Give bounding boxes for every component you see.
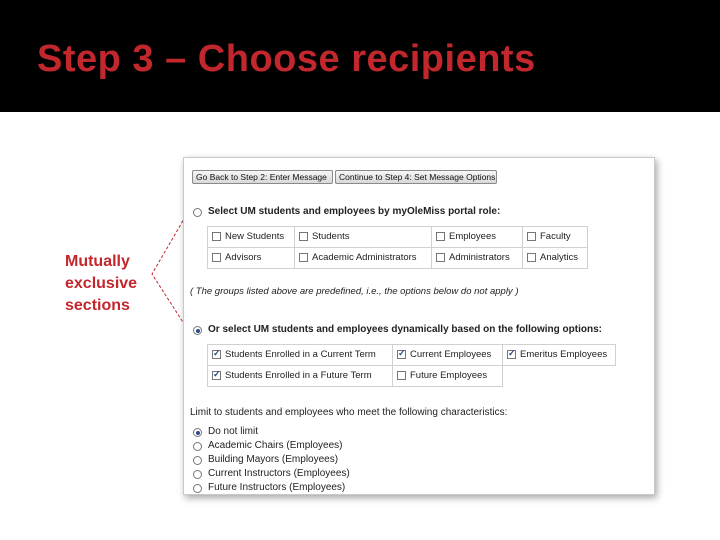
portal-role-heading: Select UM students and employees by myOleMiss portal role:: [208, 206, 501, 217]
slide-title: Step 3 – Choose recipients: [37, 38, 536, 80]
table-row: [208, 248, 588, 269]
checkbox-label: Students Enrolled in a Current Term: [225, 349, 376, 361]
dynamic-cell[interactable]: [503, 345, 616, 366]
role-cell[interactable]: [295, 227, 432, 248]
table-row: [208, 345, 616, 366]
continue-button[interactable]: Continue to Step 4: Set Message Options: [335, 170, 497, 184]
checkbox-label: Academic Administrators: [312, 252, 417, 264]
building-mayors-radio[interactable]: [193, 456, 202, 465]
future-term-students-checkbox[interactable]: [212, 371, 221, 380]
role-cell[interactable]: [208, 248, 295, 269]
portal-role-grid: [207, 226, 588, 269]
checkbox-label: Faculty: [540, 231, 571, 243]
limit-heading: Limit to students and employees who meet the following characteristics:: [190, 407, 508, 418]
limit-option-label: Current Instructors (Employees): [208, 468, 350, 479]
dynamic-cell[interactable]: [208, 366, 393, 387]
dynamic-cell[interactable]: [393, 366, 503, 387]
limit-option-label: Do not limit: [208, 426, 259, 437]
future-employees-checkbox[interactable]: [397, 371, 406, 380]
new-students-checkbox[interactable]: [212, 232, 221, 241]
checkbox-label: Employees: [449, 231, 496, 243]
current-instructors-radio[interactable]: [193, 470, 202, 479]
academic-chairs-radio[interactable]: [193, 442, 202, 451]
advisors-checkbox[interactable]: [212, 253, 221, 262]
future-instructors-radio[interactable]: [193, 484, 202, 493]
checkbox-label: New Students: [225, 231, 285, 243]
dynamic-cell[interactable]: [393, 345, 503, 366]
role-cell[interactable]: [523, 248, 588, 269]
role-cell[interactable]: [295, 248, 432, 269]
current-term-students-checkbox[interactable]: [212, 350, 221, 359]
recipients-form-screenshot: [183, 157, 655, 495]
checkbox-label: Current Employees: [410, 349, 492, 361]
checkbox-label: Analytics: [540, 252, 579, 264]
dynamic-selection-heading: Or select UM students and employees dynamically based on the following options:: [208, 324, 602, 335]
portal-role-radio[interactable]: [193, 208, 202, 217]
checkbox-label: Administrators: [449, 252, 510, 264]
emeritus-employees-checkbox[interactable]: [507, 350, 516, 359]
dynamic-cell[interactable]: [208, 345, 393, 366]
academic-administrators-checkbox[interactable]: [299, 253, 308, 262]
dynamic-selection-radio[interactable]: [193, 326, 202, 335]
annotation-label: Mutually exclusive sections: [65, 253, 138, 314]
checkbox-label: Students Enrolled in a Future Term: [225, 370, 372, 382]
predefined-groups-note: ( The groups listed above are predefined, i.e., the options below do not apply ): [190, 286, 519, 297]
checkbox-label: Emeritus Employees: [520, 349, 608, 361]
limit-option-label: Academic Chairs (Employees): [208, 440, 343, 451]
checkbox-label: Future Employees: [410, 370, 488, 382]
students-checkbox[interactable]: [299, 232, 308, 241]
administrators-checkbox[interactable]: [436, 253, 445, 262]
limit-option-label: Future Instructors (Employees): [208, 482, 346, 493]
faculty-checkbox[interactable]: [527, 232, 536, 241]
go-back-button[interactable]: Go Back to Step 2: Enter Message: [192, 170, 333, 184]
role-cell[interactable]: [523, 227, 588, 248]
dynamic-options-grid: [207, 344, 616, 387]
checkbox-label: Students: [312, 231, 350, 243]
role-cell[interactable]: [208, 227, 295, 248]
table-row: [208, 227, 588, 248]
limit-option-label: Building Mayors (Employees): [208, 454, 339, 465]
checkbox-label: Advisors: [225, 252, 262, 264]
analytics-checkbox[interactable]: [527, 253, 536, 262]
role-cell[interactable]: [432, 227, 523, 248]
current-employees-checkbox[interactable]: [397, 350, 406, 359]
table-row: [208, 366, 616, 387]
role-cell[interactable]: [432, 248, 523, 269]
do-not-limit-radio[interactable]: [193, 428, 202, 437]
employees-checkbox[interactable]: [436, 232, 445, 241]
